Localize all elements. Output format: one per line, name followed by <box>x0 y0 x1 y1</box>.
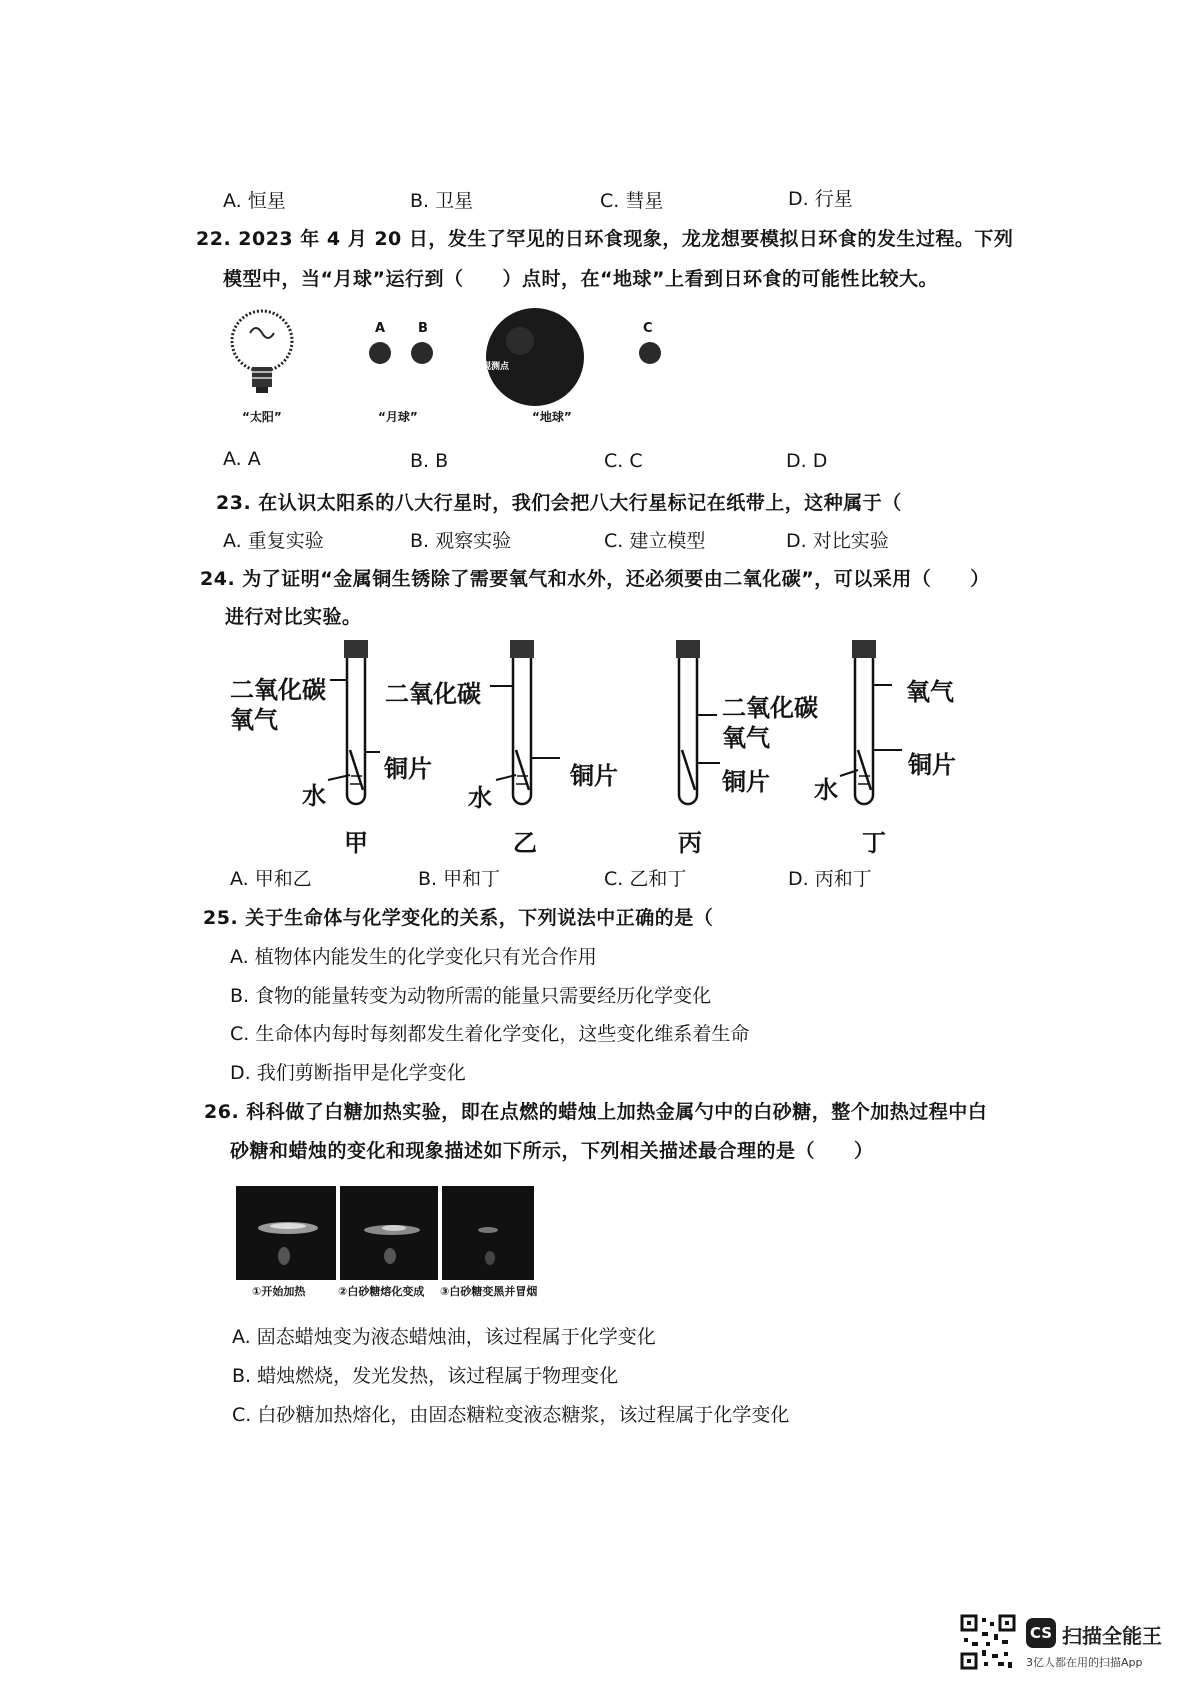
tube-ding <box>840 640 902 804</box>
q25-option-c: C. 生命体内每时每刻都发生着化学变化，这些变化维系着生命 <box>230 1023 750 1045</box>
earth-caption: “地球” <box>532 410 572 424</box>
tube-bing <box>676 640 720 804</box>
q21-option-b: B. 卫星 <box>410 190 474 212</box>
photo-caption-2: ②白砂糖熔化变成 <box>338 1285 425 1298</box>
sun-caption: “太阳” <box>242 410 282 424</box>
bing-copper-label: 铜片 <box>722 768 770 796</box>
q24-option-c: C. 乙和丁 <box>604 868 687 890</box>
q22-option-a: A. A <box>223 448 261 470</box>
ding-copper-label: 铜片 <box>908 751 956 779</box>
q22-stem-line1: 22. 2023 年 4 月 20 日，发生了罕见的日环食现象，龙龙想要模拟日环食的发生过程。下列 <box>196 228 1014 250</box>
ding-water-label: 水 <box>814 776 838 804</box>
camscanner-subtitle: 3亿人都在用的扫描App <box>1026 1656 1143 1669</box>
q21-option-d: D. 行星 <box>788 188 853 210</box>
tube-ding-label: 丁 <box>862 829 886 857</box>
camscanner-logo-icon: CS <box>1026 1618 1056 1648</box>
bing-co2-label: 二氧化碳 <box>722 694 818 722</box>
q24-stem-line1: 24. 为了证明“金属铜生锈除了需要氧气和水外，还必须要由二氧化碳”，可以采用（ ） <box>200 568 990 590</box>
yi-co2-label: 二氧化碳 <box>385 680 481 708</box>
q26-stem-line1: 26. 科科做了白糖加热实验，即在点燃的蜡烛上加热金属勺中的白砂糖，整个加热过程中白 <box>204 1101 988 1123</box>
solar-eclipse-model-figure <box>220 305 680 435</box>
photo-caption-1: ①开始加热 <box>252 1285 306 1298</box>
heating-photo-1 <box>236 1186 336 1280</box>
camscanner-title: 扫描全能王 <box>1062 1624 1162 1648</box>
jia-o2-label: 氧气 <box>230 706 278 734</box>
q23-option-c: C. 建立模型 <box>604 530 706 552</box>
q26-option-a: A. 固态蜡烛变为液态蜡烛油，该过程属于化学变化 <box>232 1326 656 1348</box>
yi-water-label: 水 <box>468 784 492 812</box>
jia-co2-label: 二氧化碳 <box>230 676 326 704</box>
q25-option-a: A. 植物体内能发生的化学变化只有光合作用 <box>230 946 597 968</box>
label-a: A <box>375 321 386 336</box>
label-c: C <box>643 321 653 336</box>
photo-caption-3: ③白砂糖变黑并冒烟 <box>440 1285 538 1298</box>
q23-option-b: B. 观察实验 <box>410 530 512 552</box>
q22-option-c: C. C <box>604 450 643 472</box>
label-b: B <box>418 321 428 336</box>
q24-option-a: A. 甲和乙 <box>230 868 312 890</box>
moon-caption: “月球” <box>378 410 418 424</box>
q24-stem-line2: 进行对比实验。 <box>225 606 362 628</box>
q22-option-d: D. D <box>786 450 828 472</box>
q23-option-d: D. 对比实验 <box>786 530 889 552</box>
heating-photo-3 <box>442 1186 534 1280</box>
tube-jia-label: 甲 <box>344 829 368 857</box>
moon-position-a <box>369 342 391 364</box>
q25-option-b: B. 食物的能量转变为动物所需的能量只需要经历化学变化 <box>230 985 712 1007</box>
jia-copper-label: 铜片 <box>384 755 432 783</box>
qr-code-icon <box>960 1614 1016 1670</box>
q26-option-c: C. 白砂糖加热熔化，由固态糖粒变液态糖浆，该过程属于化学变化 <box>232 1404 790 1426</box>
q23-option-a: A. 重复实验 <box>223 530 324 552</box>
yi-copper-label: 铜片 <box>570 762 618 790</box>
q25-stem: 25. 关于生命体与化学变化的关系，下列说法中正确的是（ <box>203 907 714 929</box>
q24-option-d: D. 丙和丁 <box>788 868 872 890</box>
test-tubes-figure <box>220 630 980 820</box>
heating-photo-2 <box>340 1186 438 1280</box>
moon-position-c <box>639 342 661 364</box>
tube-bing-label: 丙 <box>678 829 702 857</box>
q25-option-d: D. 我们剪断指甲是化学变化 <box>230 1062 466 1084</box>
q21-option-a: A. 恒星 <box>223 190 286 212</box>
jia-water-label: 水 <box>302 782 326 810</box>
observer-point-label: 观测点 <box>482 362 510 372</box>
ding-o2-label: 氧气 <box>906 678 954 706</box>
q22-option-b: B. B <box>410 450 449 472</box>
camscanner-watermark <box>960 1614 1170 1674</box>
tube-jia <box>328 640 380 804</box>
bing-o2-label: 氧气 <box>722 724 770 752</box>
tube-yi <box>490 640 560 804</box>
q22-stem-line2: 模型中，当“月球”运行到（ ）点时，在“地球”上看到日环食的可能性比较大。 <box>223 268 938 290</box>
q24-option-b: B. 甲和丁 <box>418 868 501 890</box>
light-bulb-icon <box>232 311 292 393</box>
q23-stem: 23. 在认识太阳系的八大行星时，我们会把八大行星标记在纸带上，这种属于（ <box>216 492 902 514</box>
earth-ball <box>486 308 584 406</box>
tube-yi-label: 乙 <box>513 829 537 857</box>
q26-stem-line2: 砂糖和蜡烛的变化和现象描述如下所示，下列相关描述最合理的是（ ） <box>230 1140 874 1162</box>
moon-position-b <box>411 342 433 364</box>
q26-option-b: B. 蜡烛燃烧，发光发热，该过程属于物理变化 <box>232 1365 619 1387</box>
q21-option-c: C. 彗星 <box>600 190 664 212</box>
